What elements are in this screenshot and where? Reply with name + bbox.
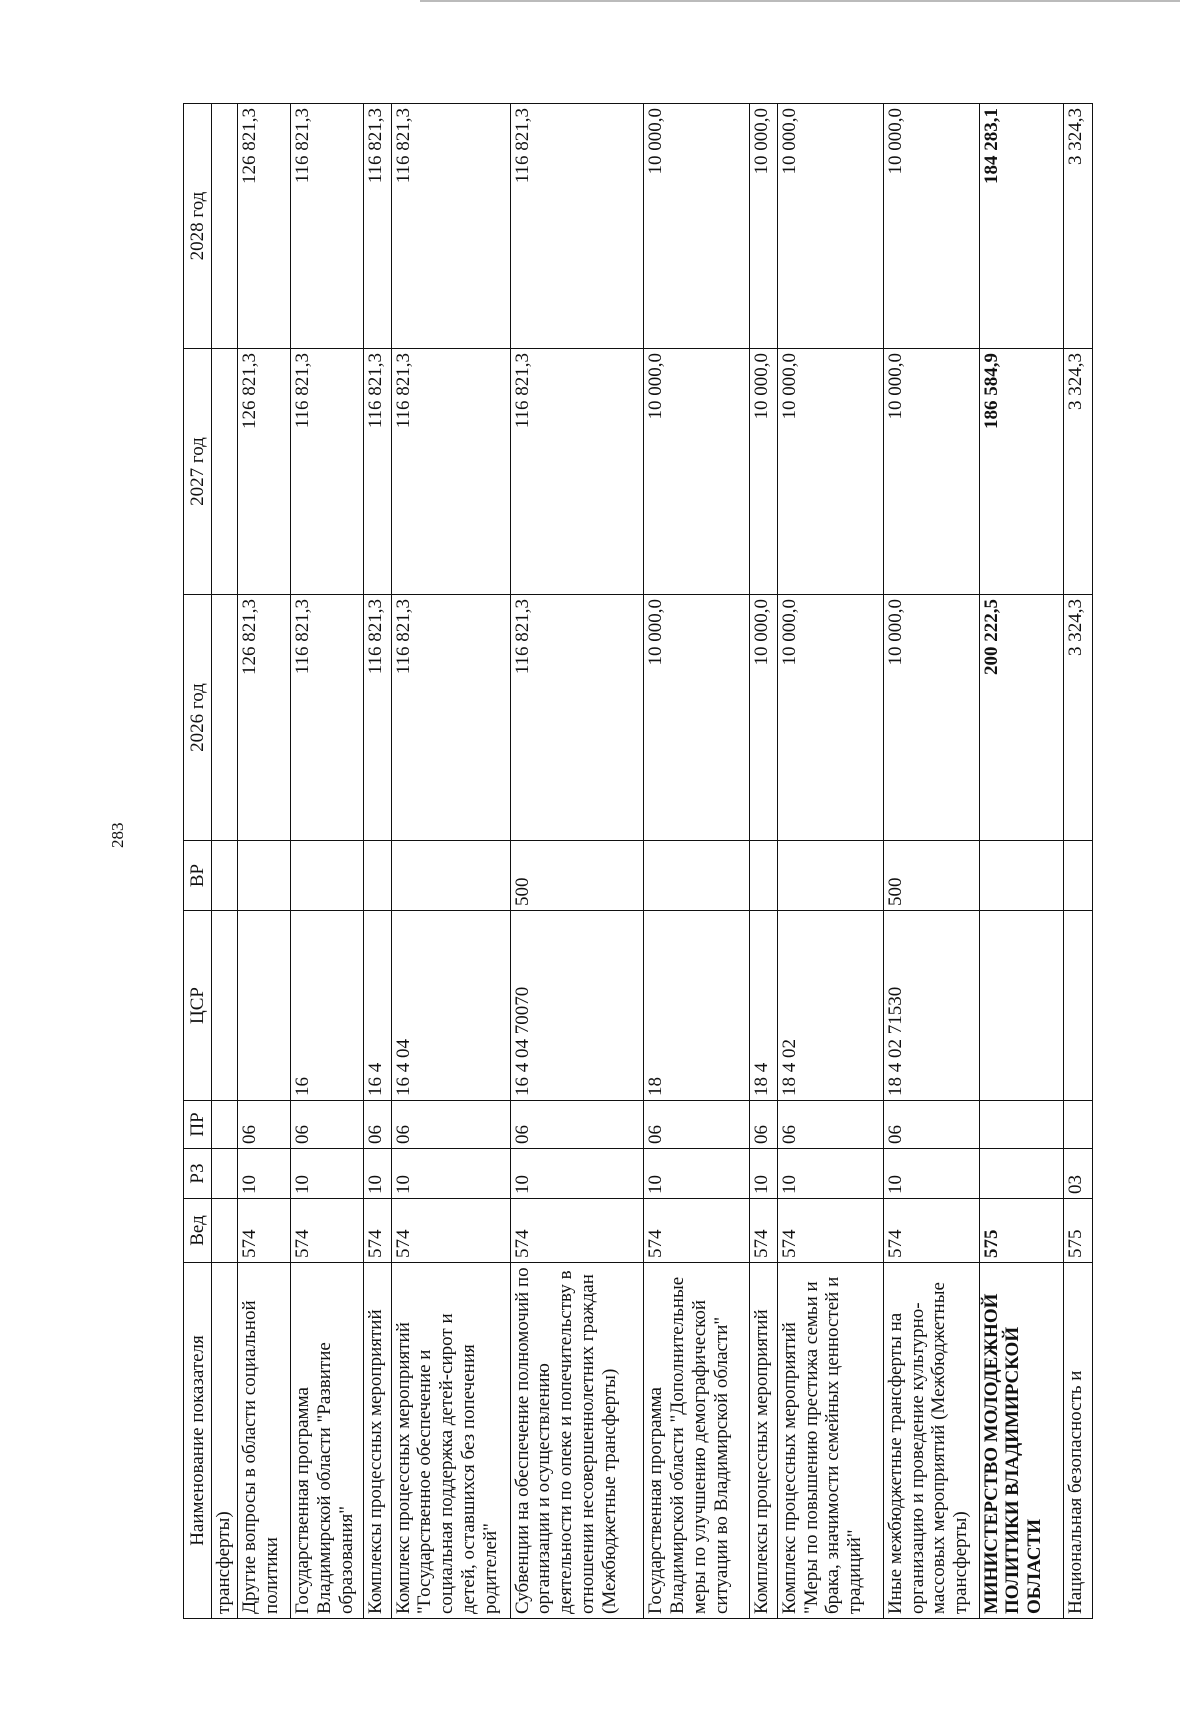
cell-pr: 06 xyxy=(391,1101,510,1149)
cell-rz: 10 xyxy=(291,1149,364,1199)
cell-ved: 574 xyxy=(291,1199,364,1263)
cell-name: Комплекс процессных мероприятий "Государственное обеспечение и социальная поддержка детей-сирот и детей, оставшихся без попечения родителей" xyxy=(391,1263,510,1619)
cell-ved: 574 xyxy=(510,1199,644,1263)
cell-2028 xyxy=(212,104,238,349)
cell-2026: 116 821,3 xyxy=(291,595,364,841)
table-body xyxy=(212,104,1093,1619)
cell-vr xyxy=(777,841,883,911)
cell-rz: 10 xyxy=(777,1149,883,1199)
cell-2027: 116 821,3 xyxy=(510,349,644,595)
cell-vr xyxy=(391,841,510,911)
cell-rz: 10 xyxy=(238,1149,291,1199)
cell-ved xyxy=(212,1199,238,1263)
cell-csr: 16 4 04 xyxy=(391,911,510,1101)
cell-name: Комплексы процессных мероприятий xyxy=(750,1263,778,1619)
header-pr: ПР xyxy=(184,1101,212,1149)
cell-rz xyxy=(212,1149,238,1199)
cell-ved: 574 xyxy=(644,1199,750,1263)
cell-2026: 10 000,0 xyxy=(883,595,979,841)
cell-pr: 06 xyxy=(238,1101,291,1149)
cell-rz: 10 xyxy=(644,1149,750,1199)
cell-2027: 116 821,3 xyxy=(391,349,510,595)
cell-rz: 10 xyxy=(510,1149,644,1199)
cell-csr: 18 4 xyxy=(750,911,778,1101)
cell-pr: 06 xyxy=(644,1101,750,1149)
cell-2027 xyxy=(212,349,238,595)
cell-csr xyxy=(212,911,238,1101)
table-row xyxy=(644,104,750,1619)
header-2026: 2026 год xyxy=(184,595,212,841)
table-row xyxy=(883,104,979,1619)
cell-vr xyxy=(363,841,391,911)
cell-pr: 06 xyxy=(750,1101,778,1149)
cell-csr: 16 4 xyxy=(363,911,391,1101)
cell-vr xyxy=(291,841,364,911)
table-row xyxy=(777,104,883,1619)
cell-ved: 574 xyxy=(363,1199,391,1263)
cell-csr xyxy=(1064,911,1093,1101)
cell-2027: 10 000,0 xyxy=(750,349,778,595)
table-row xyxy=(979,104,1064,1619)
cell-vr xyxy=(238,841,291,911)
cell-2026: 3 324,3 xyxy=(1064,595,1093,841)
cell-ved: 574 xyxy=(883,1199,979,1263)
cell-vr xyxy=(979,841,1064,911)
cell-pr: 06 xyxy=(363,1101,391,1149)
cell-name: Иные межбюджетные трансферты на организацию и проведение культурно-массовых мероприятий (Межбюджетные трансферты) xyxy=(883,1263,979,1619)
cell-vr: 500 xyxy=(883,841,979,911)
cell-name: Комплексы процессных мероприятий xyxy=(363,1263,391,1619)
cell-pr xyxy=(1064,1101,1093,1149)
cell-2028: 10 000,0 xyxy=(750,104,778,349)
cell-2026: 126 821,3 xyxy=(238,595,291,841)
cell-rz: 10 xyxy=(363,1149,391,1199)
cell-vr: 500 xyxy=(510,841,644,911)
cell-2026: 10 000,0 xyxy=(777,595,883,841)
cell-pr xyxy=(212,1101,238,1149)
cell-2027: 10 000,0 xyxy=(777,349,883,595)
cell-2027: 10 000,0 xyxy=(883,349,979,595)
cell-2026: 10 000,0 xyxy=(644,595,750,841)
cell-ved: 575 xyxy=(979,1199,1064,1263)
cell-2028: 116 821,3 xyxy=(291,104,364,349)
cell-name: МИНИСТЕРСТВО МОЛОДЕЖНОЙ ПОЛИТИКИ ВЛАДИМИРСКОЙ ОБЛАСТИ xyxy=(979,1263,1064,1619)
cell-pr xyxy=(979,1101,1064,1149)
cell-csr: 18 xyxy=(644,911,750,1101)
cell-2026: 116 821,3 xyxy=(391,595,510,841)
cell-name: Субвенции на обеспечение полномочий по организации и осуществлению деятельности по опеке и попечительству в отношении несовершеннолетних граждан (Межбюджетные трансферты) xyxy=(510,1263,644,1619)
table-header-row xyxy=(184,104,212,1619)
cell-vr xyxy=(644,841,750,911)
cell-2027: 10 000,0 xyxy=(644,349,750,595)
table-row xyxy=(212,104,238,1619)
cell-rz: 10 xyxy=(883,1149,979,1199)
cell-name: Государственная программа Владимирской области "Дополнительные меры по улучшению демографической ситуации во Владимирской области" xyxy=(644,1263,750,1619)
cell-ved: 575 xyxy=(1064,1199,1093,1263)
cell-2028: 116 821,3 xyxy=(391,104,510,349)
page-number: 283 xyxy=(108,822,127,848)
table-row xyxy=(510,104,644,1619)
cell-pr: 06 xyxy=(777,1101,883,1149)
rotated-page-content xyxy=(183,104,1093,1619)
cell-2028: 116 821,3 xyxy=(363,104,391,349)
cell-pr: 06 xyxy=(291,1101,364,1149)
cell-name: Другие вопросы в области социальной политики xyxy=(238,1263,291,1619)
header-name: Наименование показателя xyxy=(184,1263,212,1619)
cell-pr: 06 xyxy=(883,1101,979,1149)
cell-ved: 574 xyxy=(391,1199,510,1263)
cell-rz: 03 xyxy=(1064,1149,1093,1199)
cell-csr: 16 4 04 70070 xyxy=(510,911,644,1101)
header-2027: 2027 год xyxy=(184,349,212,595)
cell-2028: 10 000,0 xyxy=(644,104,750,349)
cell-rz: 10 xyxy=(750,1149,778,1199)
scan-edge-mark xyxy=(420,0,1180,2)
cell-2026: 10 000,0 xyxy=(750,595,778,841)
table-row xyxy=(1064,104,1093,1619)
cell-2027: 116 821,3 xyxy=(291,349,364,595)
cell-ved: 574 xyxy=(777,1199,883,1263)
budget-table xyxy=(183,103,1093,1619)
cell-vr xyxy=(212,841,238,911)
table-row xyxy=(750,104,778,1619)
cell-2026: 200 222,5 xyxy=(979,595,1064,841)
header-ved: Вед xyxy=(184,1199,212,1263)
cell-2027: 126 821,3 xyxy=(238,349,291,595)
cell-vr xyxy=(750,841,778,911)
header-2028: 2028 год xyxy=(184,104,212,349)
table-row xyxy=(391,104,510,1619)
cell-csr: 18 4 02 71530 xyxy=(883,911,979,1101)
table-row xyxy=(291,104,364,1619)
cell-name: трансферты) xyxy=(212,1263,238,1619)
cell-csr xyxy=(979,911,1064,1101)
cell-ved: 574 xyxy=(238,1199,291,1263)
header-vr: ВР xyxy=(184,841,212,911)
cell-pr: 06 xyxy=(510,1101,644,1149)
cell-name: Комплекс процессных мероприятий "Меры по повышению престижа семьи и брака, значимости семейных ценностей и традиций" xyxy=(777,1263,883,1619)
cell-ved: 574 xyxy=(750,1199,778,1263)
header-rz: РЗ xyxy=(184,1149,212,1199)
cell-csr: 16 xyxy=(291,911,364,1101)
cell-2027: 116 821,3 xyxy=(363,349,391,595)
cell-2028: 184 283,1 xyxy=(979,104,1064,349)
cell-2026: 116 821,3 xyxy=(510,595,644,841)
cell-2027: 3 324,3 xyxy=(1064,349,1093,595)
table-row xyxy=(363,104,391,1619)
cell-name: Государственная программа Владимирской области "Развитие образования" xyxy=(291,1263,364,1619)
cell-2026: 116 821,3 xyxy=(363,595,391,841)
cell-name: Национальная безопасность и xyxy=(1064,1263,1093,1619)
cell-2028: 3 324,3 xyxy=(1064,104,1093,349)
cell-2028: 10 000,0 xyxy=(883,104,979,349)
cell-rz: 10 xyxy=(391,1149,510,1199)
cell-vr xyxy=(1064,841,1093,911)
table-row xyxy=(238,104,291,1619)
cell-2027: 186 584,9 xyxy=(979,349,1064,595)
cell-csr xyxy=(238,911,291,1101)
cell-rz xyxy=(979,1149,1064,1199)
header-csr: ЦСР xyxy=(184,911,212,1101)
cell-2028: 126 821,3 xyxy=(238,104,291,349)
cell-csr: 18 4 02 xyxy=(777,911,883,1101)
cell-2028: 116 821,3 xyxy=(510,104,644,349)
cell-2026 xyxy=(212,595,238,841)
cell-2028: 10 000,0 xyxy=(777,104,883,349)
